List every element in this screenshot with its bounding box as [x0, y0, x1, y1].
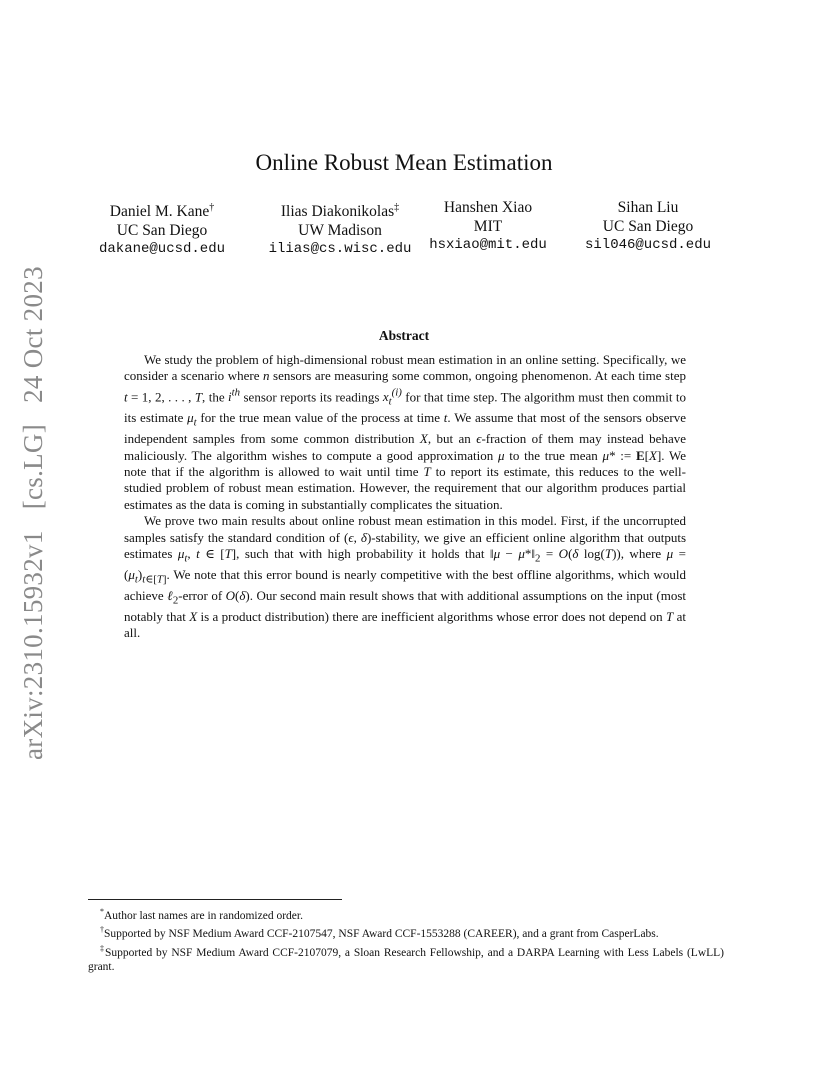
footnote-1	[88, 905, 724, 923]
footnote-2	[88, 923, 724, 941]
author-affiliation: UW Madison	[298, 222, 382, 240]
author-name-line	[578, 198, 718, 217]
author-email: dakane@ucsd.edu	[98, 241, 226, 258]
footnote-text: Supported by NSF Medium Award CCF-2107547, NSF Award CCF-1553288 (CAREER), and a grant from CasperLabs.	[104, 928, 659, 941]
author-name-line	[418, 198, 558, 217]
arxiv-date: 24 Oct 2023	[18, 266, 48, 403]
author-email: hsxiao@mit.edu	[429, 237, 547, 253]
author-name: Daniel M. Kane	[109, 203, 210, 221]
author-email: ilias@cs.wisc.edu	[268, 241, 412, 258]
abstract-heading: Abstract	[378, 328, 430, 343]
author-affiliation: UC San Diego	[116, 222, 208, 240]
abstract-paragraph-1: We study the problem of high-dimensional robust mean estimation in an online setting. Specifically, we consider a scenario where n sensors are measuring some common, ongoing phenomenon. At each time step t = 1, 2, . . . , T, the $i^{th}$ sensor reports its readings $x_t^{(i)}$ for that time step. The algorithm must then commit to its estimate $\mu_t$ for the true mean value of the process at time t. We assume that most of the sensors observe independent samples from some common distribution X, but an ϵ-fraction of them may instead behave maliciously. The algorithm wishes to compute a good approximation μ to the true mean μ* := E[X]. We note that if the algorithm is allowed to wait until time T to report its estimate, this reduces to the well-studied problem of robust mean estimation. However, the requirement that our algorithm produces partial estimates as the data is coming in substantially complicates the situation.	[124, 352, 687, 512]
author-affiliation: UC San Diego	[602, 218, 694, 235]
author-4	[578, 198, 718, 255]
author-3	[418, 198, 558, 255]
footnote-text: Supported by NSF Medium Award CCF-2107079, a Sloan Research Fellowship, and a DARPA Learning with Less Labels (LwLL) grant.	[88, 946, 724, 973]
abstract-body	[124, 352, 686, 642]
footnote-mark: ‡	[100, 943, 105, 953]
footnote-mark: *	[100, 907, 104, 916]
footnotes	[88, 905, 724, 974]
author-name-line	[82, 198, 242, 221]
author-footnote-mark: ‡	[394, 202, 400, 213]
author-name: Hanshen Xiao	[443, 199, 533, 216]
footnote-text: Author last names are in randomized order.	[104, 909, 303, 922]
author-1	[82, 198, 242, 259]
arxiv-id: arXiv:2310.15932v1	[18, 530, 48, 760]
abstract-paragraph-2: We prove two main results about online robust mean estimation in this model. First, if the uncorrupted samples satisfy the standard condition of (ϵ, δ)-stability, we give an efficient online algorithm that outputs estimates $\mu_t$, t ∈ [T], such that with high probability it holds that ‖μ − $\mu*‖_2 = O(\delta$ log(T)), where $\mu = (\mu_t)_{t\in[T]}$. We note that this error bound is nearly competitive with the best offline algorithms, which would achieve ℓ$_2$-error of O(δ). Our second main result shows that with additional assumptions on the input (most notably that X is a product distribution) there are inefficient algorithms whose error does not depend on T at all.	[124, 513, 687, 641]
author-footnote-mark: †	[209, 202, 215, 213]
author-block	[82, 198, 742, 262]
footnote-rule	[88, 899, 342, 900]
arxiv-identifier-stamp	[18, 266, 58, 760]
author-name-line	[250, 198, 430, 221]
arxiv-category: [cs.LG]	[18, 423, 48, 510]
footnote-3	[88, 942, 724, 975]
author-2	[250, 198, 430, 259]
author-email: sil046@ucsd.edu	[584, 237, 712, 253]
footnote-mark: †	[100, 925, 104, 935]
author-affiliation: MIT	[473, 218, 503, 235]
author-name: Sihan Liu	[617, 199, 679, 216]
author-name: Ilias Diakonikolas	[280, 203, 395, 221]
paper-title: Online Robust Mean Estimation	[255, 150, 553, 175]
